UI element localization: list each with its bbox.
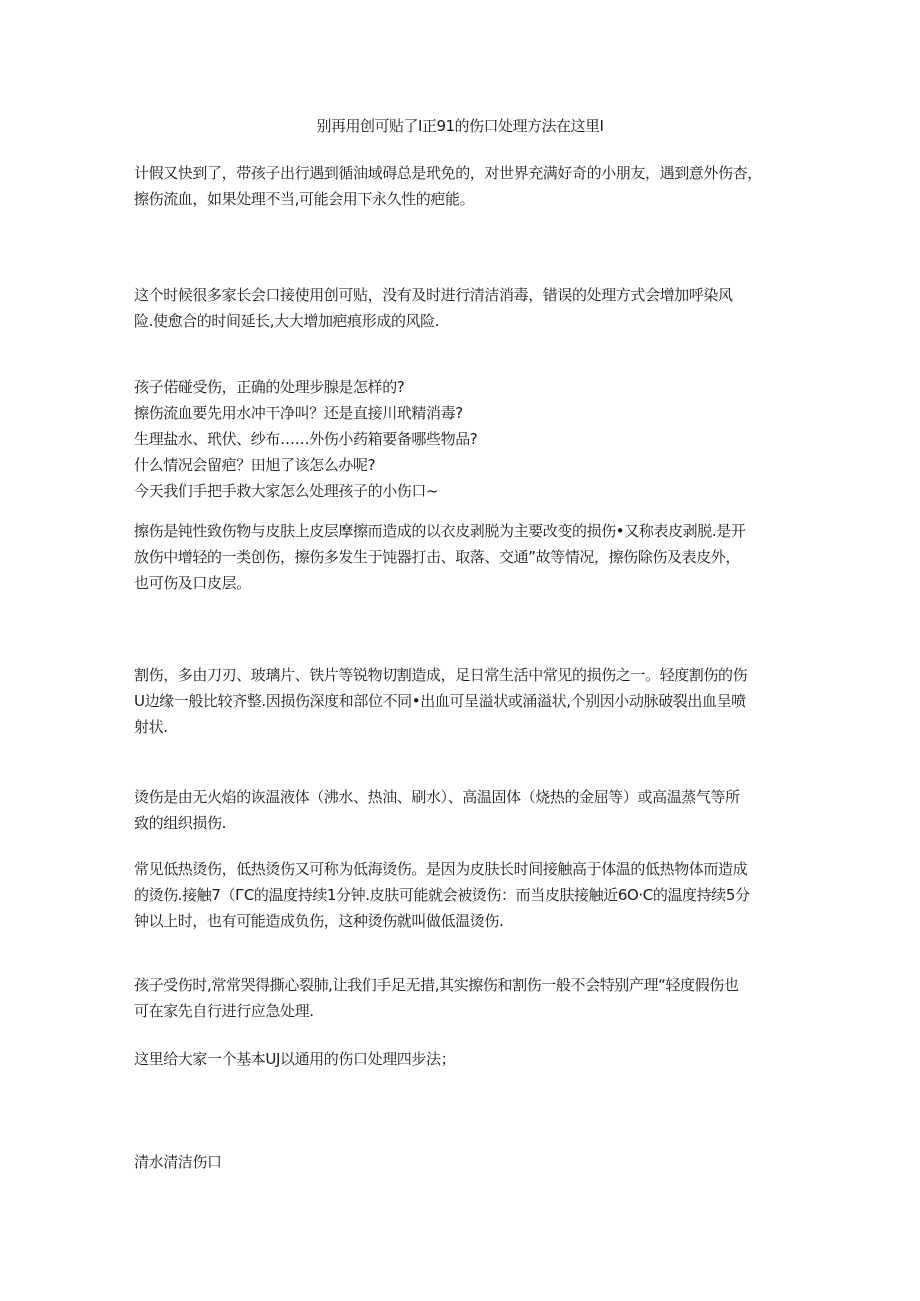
paragraph-line: 擦伤是钝性致伤物与皮肤上皮层摩擦而造成的以衣皮剥脱为主要改变的损伤•又称表皮剥脱.是开 bbox=[134, 522, 746, 540]
paragraph-line: 擦伤流血要先用水冲干净叫？还是直接川玳精消毒? bbox=[134, 404, 463, 422]
paragraph-line: 什么情况会留疤？田旭了该怎么办呢? bbox=[134, 456, 376, 474]
paragraph-line: 这个时候很多家长会口接使用创可贴，没有及时进行清洁消毒，错误的处理方式会增加呼染风 bbox=[134, 286, 733, 304]
paragraph-line: 今天我们手把手救大家怎么处理孩子的小伤口~ bbox=[134, 482, 439, 500]
paragraph-line: 这里给大家一个基本UJ以通用的伤口处理四步法； bbox=[134, 1050, 456, 1068]
paragraph-line: 放伤中增轻的一类创伤，擦伤多发生于饨器打击、取落、交通”故等情况，擦伤除伤及表皮外， bbox=[134, 548, 740, 566]
paragraph-line: 致的组织损伤. bbox=[134, 814, 226, 832]
paragraph-line: 孩子受伤时,常常哭得撕心裂肺,让我们手足无措,其实擦伤和割伤一般不会特别产理“轻度假伤也 bbox=[134, 976, 739, 994]
paragraph-line: 的烫伤.接触7（ГC的温度持续1分钟.皮肤可能就会被烫伤：而当皮肤接触近6O·C的温度持续5分 bbox=[134, 886, 750, 904]
paragraph-home-first-aid bbox=[134, 972, 794, 1024]
paragraph-line: 割伤，多由刀刃、玻璃片、铁片等锐物切割造成，足日常生活中常见的损伤之一。轻度割伤的伤 bbox=[134, 666, 748, 684]
paragraph-line: 射状. bbox=[134, 718, 168, 736]
paragraph-line: 钟以上时，也有可能造成负伤，这种烫伤就叫做低温烫伤. bbox=[134, 912, 504, 930]
paragraph-line: 清水清洁伤口 bbox=[134, 1153, 222, 1171]
paragraph-line: 孩子偌碰受伤，正确的处理步腺是怎样的? bbox=[134, 378, 405, 396]
paragraph-line: 擦伤流血，如果处理不当,可能会用下永久性的疤能。 bbox=[134, 190, 475, 208]
paragraph-low-temp-burn bbox=[134, 856, 794, 934]
paragraph-line: 可在家先自行进行应急处理. bbox=[134, 1002, 314, 1020]
document-title: 别再用创可贴了I正91的伤口处理方法在这里I bbox=[316, 117, 604, 135]
paragraph-cut bbox=[134, 662, 794, 740]
paragraph-line: 常见低热烫伤，低热烫伤又可称为低海烫伤。是因为皮肤长时间接触高于体温的低热物体而造成 bbox=[134, 860, 748, 878]
paragraph-summer-travel bbox=[134, 160, 794, 212]
paragraph-line: U边缘一般比较齐整.因损伤深度和部位不同•出血可呈溢状或涌溢状,个别因小动脉破裂出血呈喷 bbox=[134, 692, 746, 710]
paragraph-line: 也可伤及口皮层。 bbox=[134, 574, 251, 592]
paragraph-line: 生理盐水、玳伏、纱布……外伤小药箱要备哪些物品? bbox=[134, 430, 478, 448]
paragraph-band-aid-mistake bbox=[134, 282, 794, 334]
paragraph-line: 计假又快到了，带孩子出行遇到循油域碍总是玳免的，对世界充满好奇的小朋友，遇到意外伤杏， bbox=[134, 164, 762, 182]
paragraph-scald bbox=[134, 784, 794, 836]
section-heading-clean-wound bbox=[134, 1149, 794, 1175]
paragraph-abrasion bbox=[134, 518, 794, 596]
paragraph-questions bbox=[134, 374, 794, 504]
paragraph-four-steps-intro bbox=[134, 1046, 794, 1072]
paragraph-line: 烫伤是由无火焰的诙温液体（沸水、热油、刷水）、高温固体（烧热的金屈等）或高温蒸气等所 bbox=[134, 788, 740, 806]
paragraph-line: 险.使愈合的时间延长,大大增加疤痕形成的风险. bbox=[134, 312, 440, 330]
